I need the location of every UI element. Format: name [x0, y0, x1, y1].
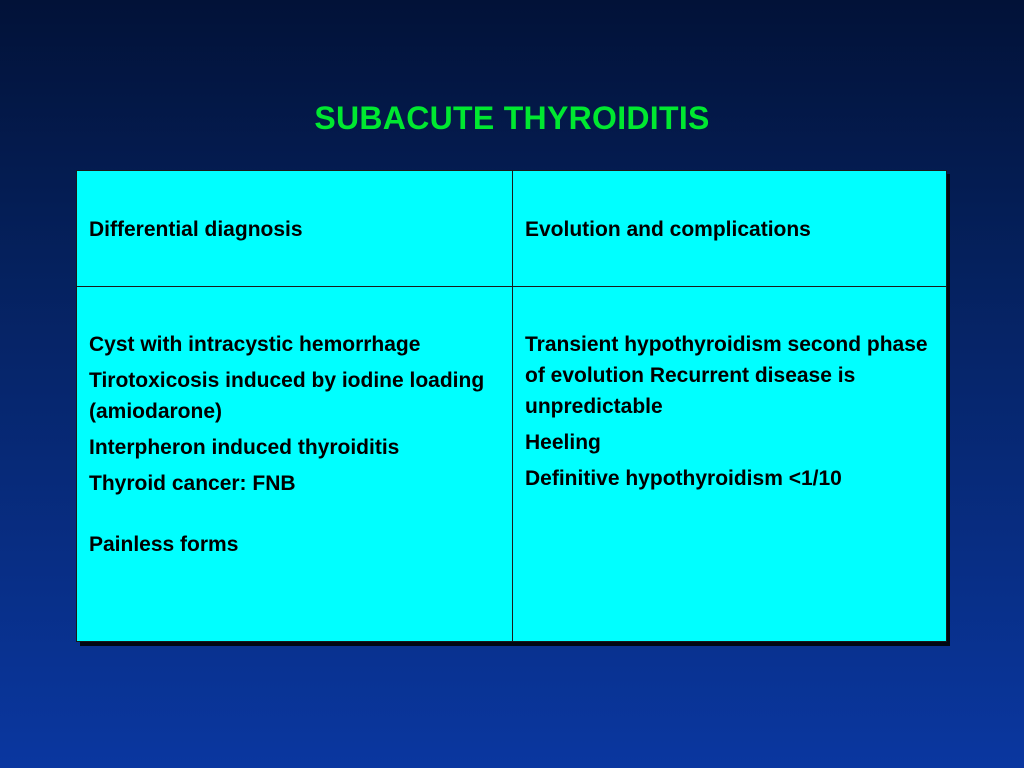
header-differential-diagnosis: Differential diagnosis: [77, 171, 513, 287]
list-item-thyroid-cancer: Thyroid cancer: FNB: [89, 472, 296, 495]
list-item-definitive-hypothyroidism: Definitive hypothyroidism <1/10: [525, 467, 842, 490]
slide-title: SUBACUTE THYROIDITIS: [314, 100, 710, 136]
header-evolution-complications: Evolution and complications: [513, 171, 947, 287]
table-body-row: [77, 287, 947, 642]
list-item-tirotoxicosis: Tirotoxicosis induced by iodine loading (amiodarone): [89, 369, 485, 423]
list-item-transient-hypothyroidism: Transient hypothyroidism second phase of evolution Recurrent disease is unpredictable: [525, 333, 928, 418]
evolution-complications-cell: [513, 287, 947, 642]
differential-diagnosis-cell: [77, 287, 513, 642]
list-item-cyst: Cyst with intracystic hemorrhage: [89, 333, 421, 356]
list-item-heeling: Heeling: [525, 431, 601, 454]
list-item-interpheron: Interpheron induced thyroiditis: [89, 436, 400, 459]
list-item-painless-forms: Painless forms: [89, 533, 239, 556]
comparison-table: [76, 170, 947, 642]
table-header-row: [77, 171, 947, 287]
